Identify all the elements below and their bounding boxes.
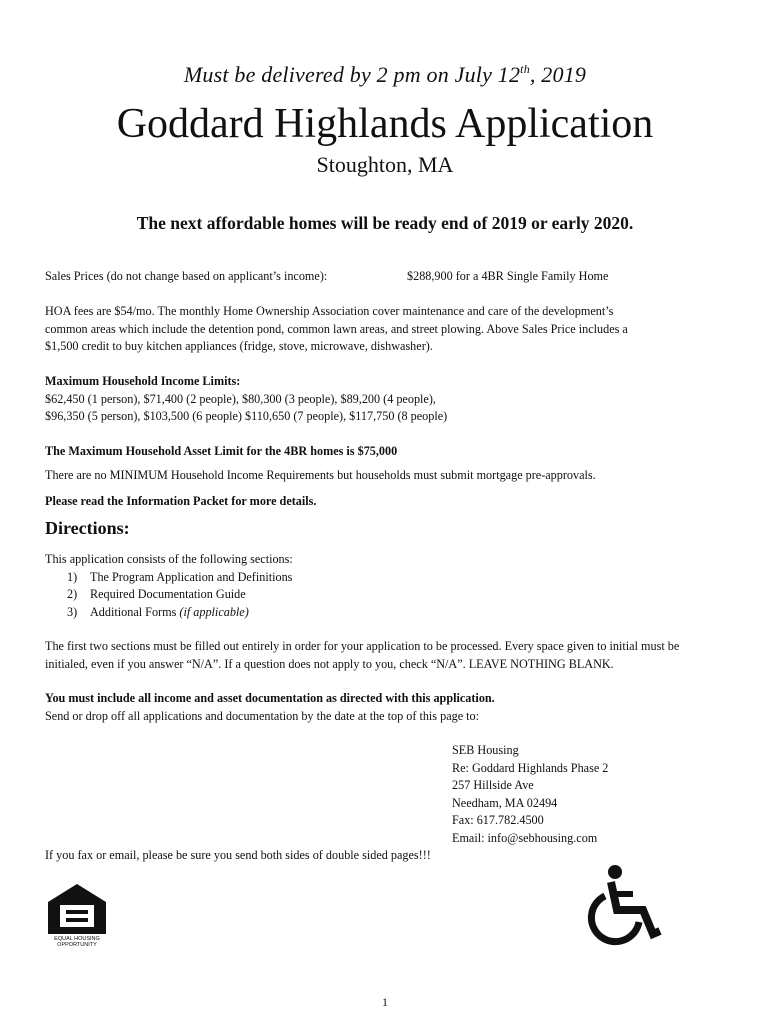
instructions-paragraph xyxy=(45,638,770,673)
income-limits-section xyxy=(45,373,765,426)
sales-prices-value: $288,900 for a 4BR Single Family Home xyxy=(407,269,609,283)
hoa-line: HOA fees are $54/mo. The monthly Home Ownership Association cover maintenance and care of the development’s xyxy=(45,304,614,318)
deadline-text: Must be delivered by 2 pm on July 12 xyxy=(183,62,521,87)
read-packet-note: Please read the Information Packet for more details. xyxy=(45,494,317,508)
list-item xyxy=(45,586,765,604)
list-item xyxy=(45,569,765,587)
sales-prices-row xyxy=(45,268,745,286)
include-docs-note: You must include all income and asset documentation as directed with this application. xyxy=(45,691,495,705)
sections-block xyxy=(45,551,765,621)
submission-block xyxy=(45,690,765,725)
list-item-number: 2) xyxy=(67,587,78,601)
hoa-line: $1,500 credit to buy kitchen appliances (fridge, stove, microwave, dishwasher). xyxy=(45,339,433,353)
list-item-text: The Program Application and Definitions xyxy=(90,569,293,584)
instructions-line: initialed, even if you answer “N/A”. If a question does not apply to you, check “N/A”. LEAVE NOTHING BLANK. xyxy=(45,656,614,671)
availability-headline: The next affordable homes will be ready end of 2019 or early 2020. xyxy=(136,213,634,233)
sales-prices-label: Sales Prices (do not change based on applicant’s income): xyxy=(45,269,328,283)
list-item-text: Additional Forms xyxy=(90,604,180,619)
page-title: Goddard Highlands Application xyxy=(116,101,654,147)
income-limits-line: $96,350 (5 person), $103,500 (6 people) $110,650 (7 people), $117,750 (8 people) xyxy=(45,409,448,423)
no-minimum-note: There are no MINIMUM Household Income Requirements but households must submit mortgage pre-approvals. xyxy=(45,468,596,482)
equal-housing-opportunity-icon xyxy=(46,882,108,948)
page-number: 1 xyxy=(382,995,388,1009)
list-item-number: 1) xyxy=(67,569,78,584)
address-line: SEB Housing xyxy=(452,743,519,757)
email-address: Email: info@sebhousing.com xyxy=(452,830,598,845)
svg-text:EQUAL HOUSING: EQUAL HOUSING xyxy=(54,936,100,942)
page-subtitle: Stoughton, MA xyxy=(316,152,454,177)
hoa-paragraph xyxy=(45,303,765,356)
deadline-superscript: th xyxy=(520,62,530,76)
sections-list xyxy=(45,569,765,622)
list-item xyxy=(45,604,765,622)
list-item-number: 3) xyxy=(67,604,78,619)
address-line: Needham, MA 02494 xyxy=(452,795,558,810)
wheelchair-icon xyxy=(585,864,663,948)
fax-note: If you fax or email, please be sure you send both sides of double sided pages!!! xyxy=(45,848,431,862)
delivery-deadline xyxy=(0,62,770,88)
income-limits-line: $62,450 (1 person), $71,400 (2 people), $80,300 (3 people), $89,200 (4 people), xyxy=(45,391,436,406)
mailing-address xyxy=(452,742,752,847)
list-item-note: (if applicable) xyxy=(179,604,249,619)
directions-heading: Directions: xyxy=(45,518,130,538)
hoa-line: common areas which include the detention pond, common lawn areas, and street plowing. Above Sales Price includes a xyxy=(45,321,628,336)
address-line: Re: Goddard Highlands Phase 2 xyxy=(452,760,609,775)
income-limits-heading: Maximum Household Income Limits: xyxy=(45,374,241,388)
instructions-line: The first two sections must be filled out entirely in order for your application to be processed. Every space given to initial must be xyxy=(45,639,680,653)
deadline-year: , 2019 xyxy=(529,62,587,87)
address-line: 257 Hillside Ave xyxy=(452,778,534,792)
list-item-text: Required Documentation Guide xyxy=(90,587,246,601)
send-instructions: Send or drop off all applications and documentation by the date at the top of this page to: xyxy=(45,708,480,723)
sections-intro: This application consists of the following sections: xyxy=(45,552,293,566)
fax-number: Fax: 617.782.4500 xyxy=(452,813,544,827)
svg-text:OPPORTUNITY: OPPORTUNITY xyxy=(57,942,97,948)
asset-limit: The Maximum Household Asset Limit for the 4BR homes is $75,000 xyxy=(45,444,398,458)
